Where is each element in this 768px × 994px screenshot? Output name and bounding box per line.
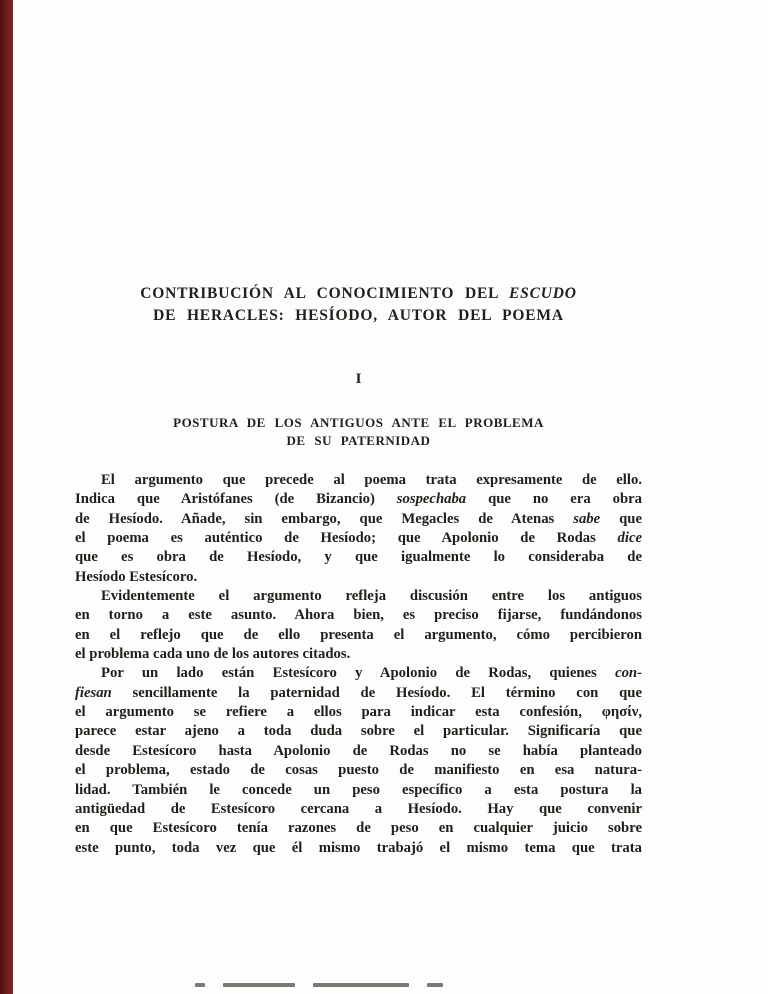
text-smudge	[313, 983, 409, 987]
text-line: antigüedad de Estesícoro cercana a Hesíodo. Hay que convenir	[75, 800, 642, 817]
text-line: el problema, estado de cosas puesto de manifiesto en esa natura-	[75, 762, 642, 779]
text-line: en el reflejo que de ello presenta el argumento, cómo percibieron	[75, 626, 642, 643]
cutoff-next-line-fragment	[195, 983, 515, 991]
text-line: desde Estesícoro hasta Apolonio de Rodas no se había planteado	[75, 742, 642, 759]
text-line: El argumento que precede al poema trata expresamente de ello.	[101, 472, 642, 488]
book-binding-edge	[0, 0, 13, 994]
article-title	[75, 283, 642, 327]
text-line: el argumento se refiere a ellos para indicar esta confesión, φησίν,	[75, 704, 642, 721]
text-line: fiesan sencillamente la paternidad de Hesíodo. El término con que	[75, 684, 642, 701]
text-line: en torno a este asunto. Ahora bien, es preciso fijarse, fundándonos	[75, 607, 642, 624]
article-title-line-1: CONTRIBUCIÓN AL CONOCIMIENTO DEL ESCUDO	[140, 285, 577, 302]
text-line: Hesíodo Estesícoro.	[75, 568, 198, 585]
body-text	[75, 471, 642, 858]
text-line: Indica que Aristófanes (de Bizancio) sospechaba que no era obra	[75, 491, 642, 508]
text-smudge	[223, 983, 295, 987]
article-title-line-2: DE HERACLES: HESÍODO, AUTOR DEL POEMA	[153, 307, 564, 324]
page-content	[75, 0, 642, 858]
text-line: Por un lado están Estesícoro y Apolonio de Rodas, quienes con-	[101, 665, 642, 682]
section-subtitle-line-1: POSTURA DE LOS ANTIGUOS ANTE EL PROBLEMA	[173, 415, 544, 430]
text-line: de Hesíodo. Añade, sin embargo, que Megacles de Atenas sabe que	[75, 510, 642, 527]
text-smudge	[195, 983, 205, 987]
text-line: Evidentemente el argumento refleja discusión entre los antiguos	[101, 588, 642, 605]
text-smudge	[427, 983, 443, 987]
section-subtitle-line-2: DE SU PATERNIDAD	[286, 432, 431, 448]
text-line: que es obra de Hesíodo, y que igualmente lo consideraba de	[75, 549, 642, 566]
section-subtitle	[75, 414, 642, 449]
section-number: I	[355, 371, 362, 387]
text-line: el problema cada uno de los autores citados.	[75, 646, 351, 663]
text-line: parece estar ajeno a toda duda sobre el particular. Significaría que	[75, 723, 642, 740]
text-line: lidad. También le concede un peso específico a esta postura la	[75, 781, 642, 798]
text-line: en que Estesícoro tenía razones de peso en cualquier juicio sobre	[75, 820, 642, 837]
text-line: el poema es auténtico de Hesíodo; que Apolonio de Rodas dice	[75, 530, 642, 547]
text-line: este punto, toda vez que él mismo trabajó el mismo tema que trata	[75, 839, 642, 856]
